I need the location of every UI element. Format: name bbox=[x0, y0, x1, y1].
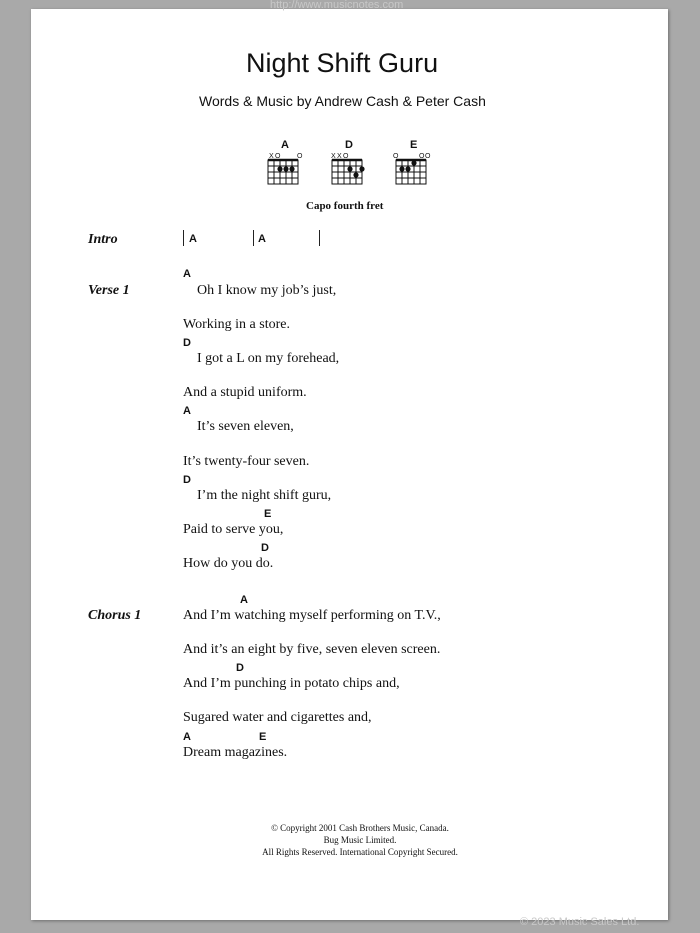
chord-diagram-name-a: A bbox=[281, 139, 289, 151]
lyric-line: How do you do. bbox=[183, 556, 274, 571]
lyric-line: Oh I know my job’s just, bbox=[197, 283, 337, 298]
chord-symbol: D bbox=[236, 662, 244, 674]
chord-diagram-name-e: E bbox=[410, 139, 418, 151]
song-title: Night Shift Guru bbox=[246, 48, 439, 78]
copyright-notice bbox=[200, 822, 520, 858]
lyric-line: And a stupid uniform. bbox=[183, 385, 307, 400]
section-label-chorus: Chorus 1 bbox=[88, 608, 142, 623]
finger-dot bbox=[359, 166, 364, 171]
intro-chord: A bbox=[189, 233, 197, 245]
finger-dot bbox=[347, 166, 352, 171]
finger-dot bbox=[353, 172, 358, 177]
lyric-line: I’m the night shift guru, bbox=[197, 488, 332, 503]
lyric-line: It’s twenty-four seven. bbox=[183, 454, 310, 469]
song-credits: Words & Music by Andrew Cash & Peter Cash bbox=[199, 93, 486, 109]
lyric-line: It’s seven eleven, bbox=[197, 419, 294, 434]
copyright-line: Bug Music Limited. bbox=[323, 835, 397, 845]
diagram-open-marker: O bbox=[425, 153, 431, 160]
chord-diagram-name-d: D bbox=[345, 139, 353, 151]
chord-symbol: D bbox=[261, 542, 269, 554]
finger-dot bbox=[289, 166, 294, 171]
diagram-mute-marker: X bbox=[331, 153, 336, 160]
chord-symbol: A bbox=[240, 594, 248, 606]
diagram-open-marker: O bbox=[343, 153, 349, 160]
chord-diagram-d bbox=[327, 150, 371, 188]
chord-symbol: E bbox=[259, 731, 267, 743]
lyric-line: Dream magazines. bbox=[183, 745, 288, 760]
chord-symbol: D bbox=[183, 337, 191, 349]
section-label-verse: Verse 1 bbox=[88, 283, 130, 298]
chord-diagram-a bbox=[263, 150, 307, 188]
lyric-line: Paid to serve you, bbox=[183, 522, 284, 537]
finger-dot bbox=[283, 166, 288, 171]
section-label-intro: Intro bbox=[88, 232, 118, 247]
barline bbox=[183, 230, 184, 246]
watermark-bottom: © 2023 Music Sales Ltd. bbox=[520, 916, 640, 928]
chord-symbol: A bbox=[183, 268, 191, 280]
lyric-line: Sugared water and cigarettes and, bbox=[183, 710, 372, 725]
finger-dot bbox=[399, 166, 404, 171]
barline bbox=[319, 230, 320, 246]
finger-dot bbox=[277, 166, 282, 171]
chord-symbol: A bbox=[183, 405, 191, 417]
copyright-line: © Copyright 2001 Cash Brothers Music, Canada. bbox=[271, 823, 449, 833]
chord-symbol: A bbox=[183, 731, 191, 743]
chord-symbol: E bbox=[264, 508, 272, 520]
watermark-top: http://www.musicnotes.com bbox=[270, 0, 404, 11]
diagram-open-marker: O bbox=[419, 153, 425, 160]
copyright-line: All Rights Reserved. International Copyright Secured. bbox=[262, 847, 458, 857]
barline bbox=[253, 230, 254, 246]
diagram-open-marker: O bbox=[393, 153, 399, 160]
diagram-open-marker: O bbox=[275, 153, 281, 160]
lyric-line: And I’m watching myself performing on T.V., bbox=[183, 608, 441, 623]
finger-dot bbox=[405, 166, 410, 171]
diagram-open-marker: O bbox=[297, 153, 303, 160]
intro-chord: A bbox=[258, 233, 266, 245]
capo-instruction: Capo fourth fret bbox=[306, 200, 384, 212]
lyric-line: I got a L on my forehead, bbox=[197, 351, 340, 366]
lyric-line: Working in a store. bbox=[183, 317, 290, 332]
chord-symbol: D bbox=[183, 474, 191, 486]
diagram-mute-marker: X bbox=[337, 153, 342, 160]
diagram-mute-marker: X bbox=[269, 153, 274, 160]
chord-diagram-e bbox=[391, 150, 435, 188]
lyric-line: And I’m punching in potato chips and, bbox=[183, 676, 400, 691]
finger-dot bbox=[411, 160, 416, 165]
lyric-line: And it’s an eight by five, seven eleven screen. bbox=[183, 642, 441, 657]
